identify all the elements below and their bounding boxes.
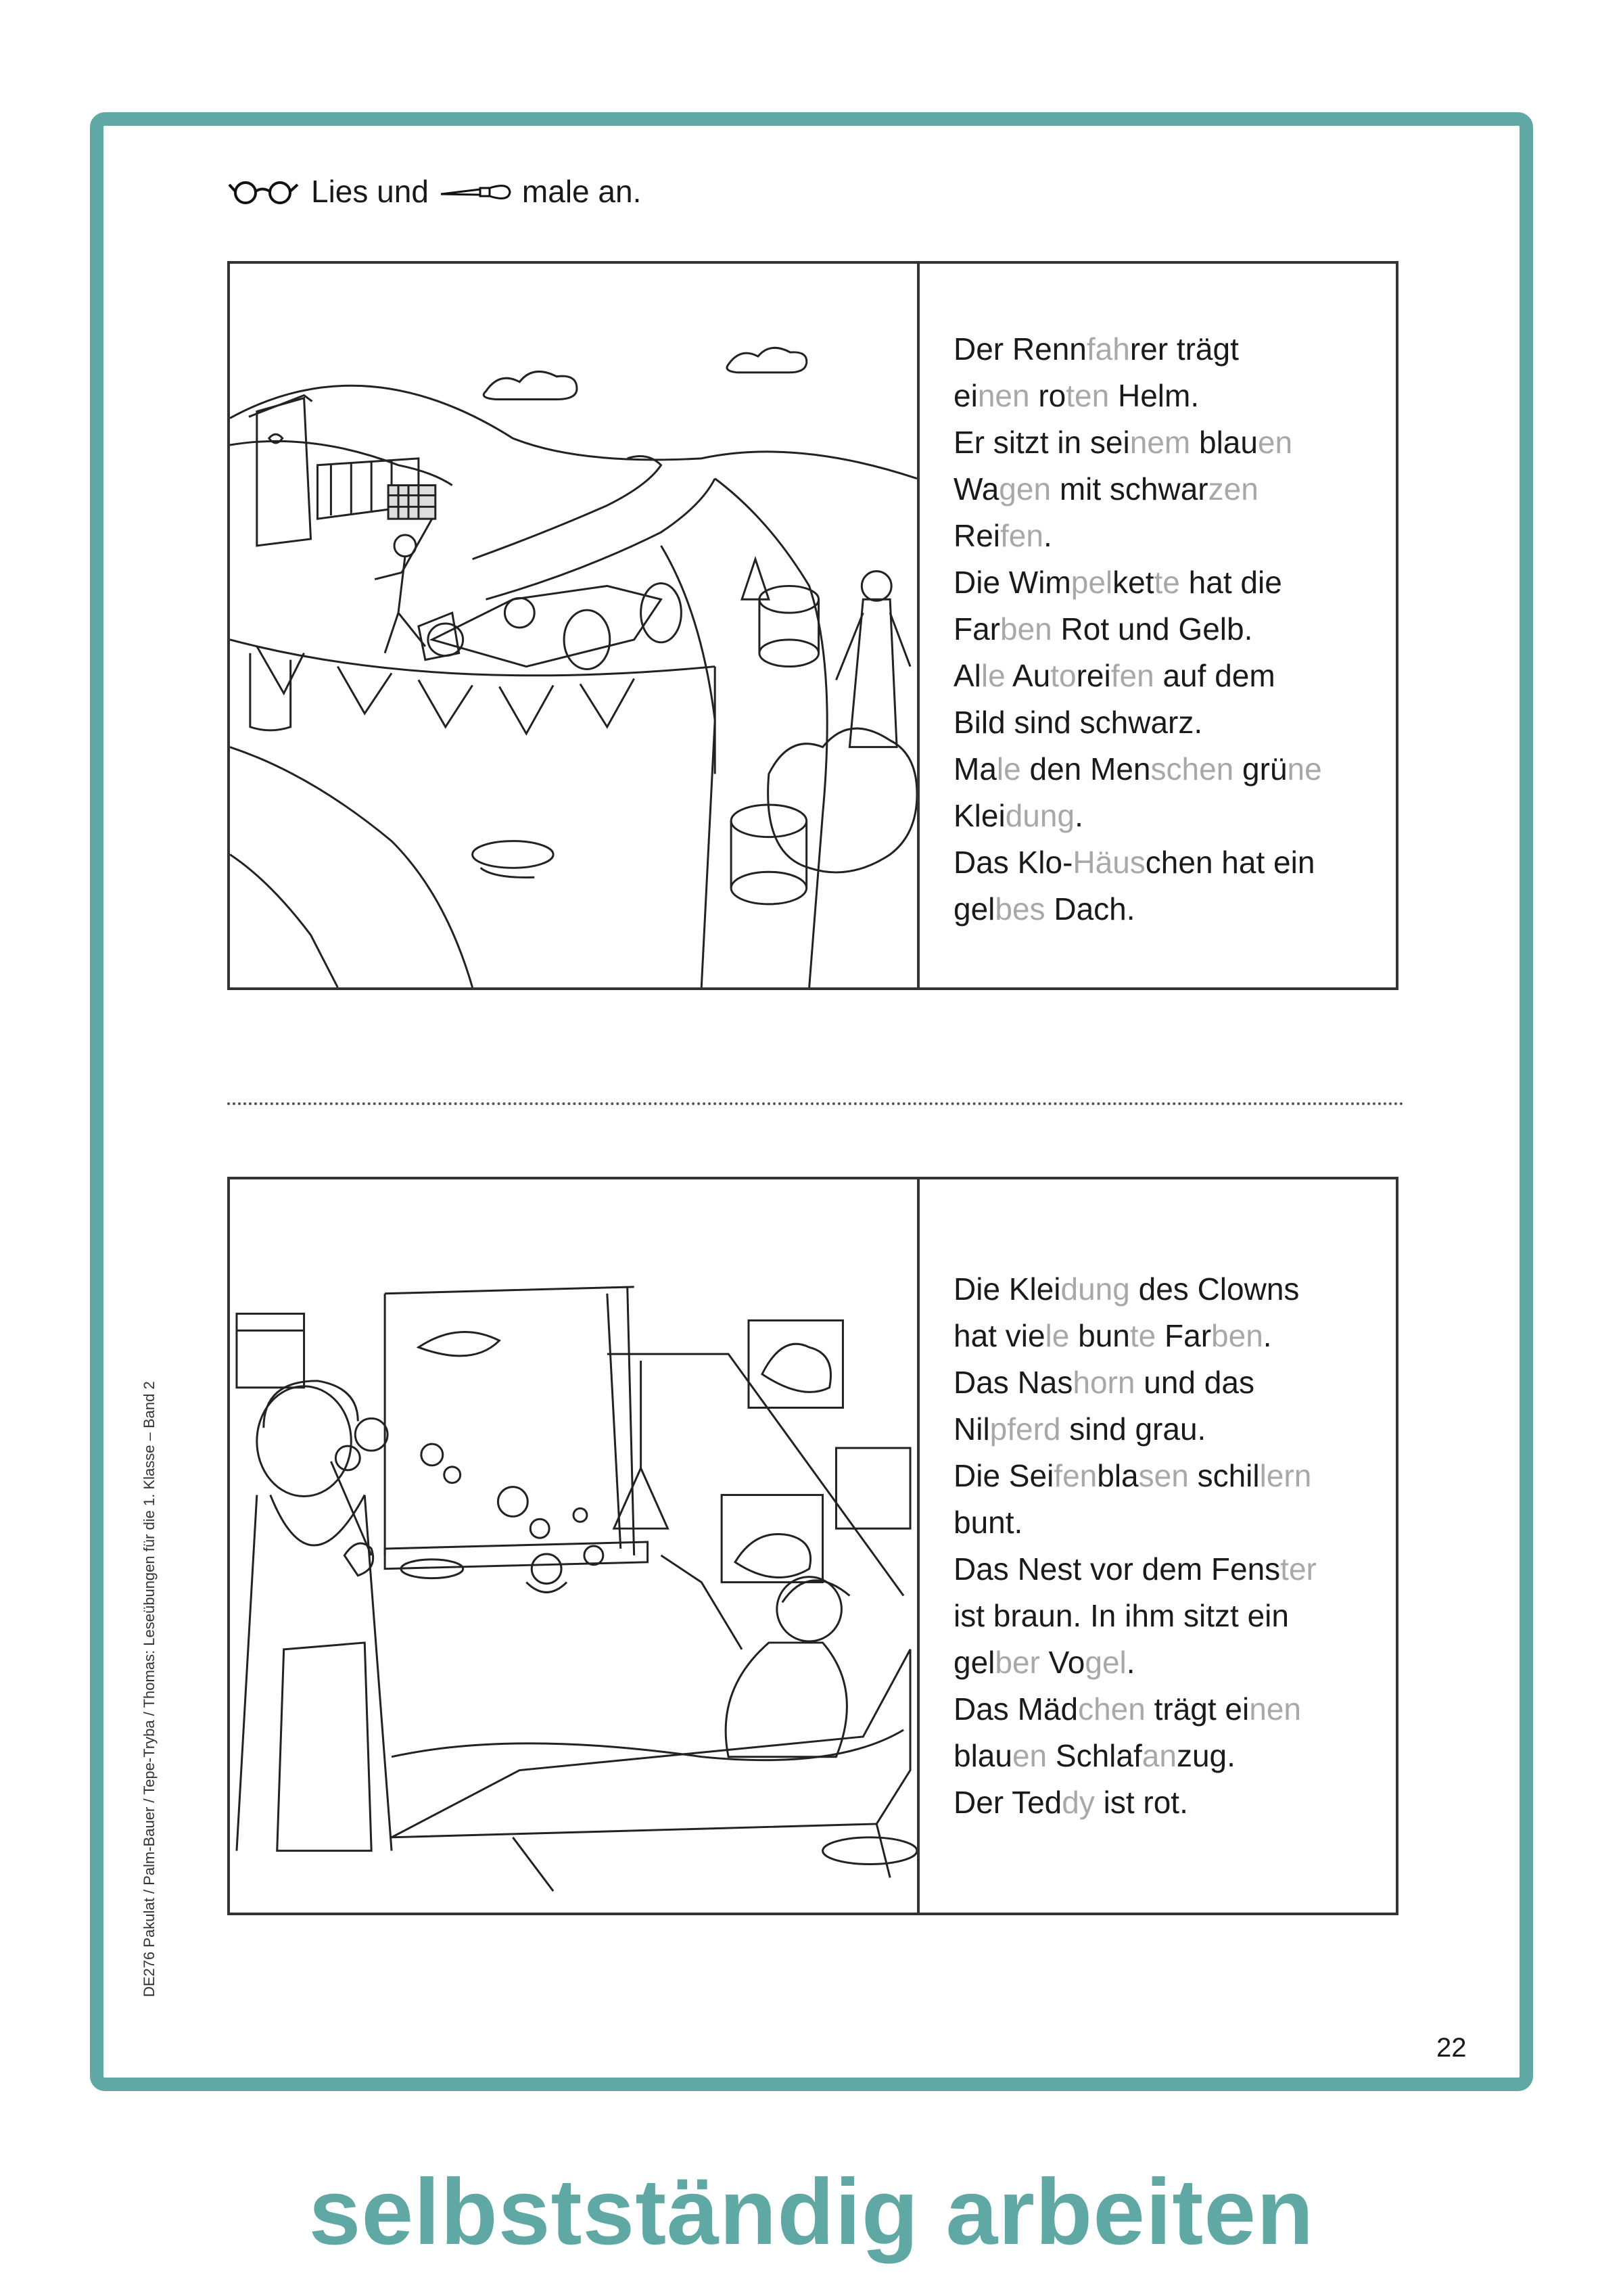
- glasses-icon: [227, 178, 302, 205]
- syllable-gray: pferd: [989, 1411, 1061, 1447]
- syllable-black: sind grau.: [1060, 1411, 1206, 1447]
- syllable-black: grü: [1233, 751, 1288, 787]
- syllable-gray: lern: [1259, 1458, 1312, 1493]
- syllable-black: hat die: [1179, 565, 1282, 600]
- text-line: [954, 513, 1322, 559]
- syllable-black: bla: [1097, 1458, 1139, 1493]
- syllable-black: Al: [954, 658, 981, 693]
- racing-scene-illustration: [230, 264, 920, 987]
- syllable-gray: sen: [1138, 1458, 1189, 1493]
- syllable-black: blau: [954, 1738, 1012, 1773]
- syllable-gray: bes: [995, 891, 1045, 927]
- syllable-black: .: [1263, 1318, 1272, 1353]
- bedroom-clown-illustration: [230, 1179, 920, 1913]
- syllable-gray: gen: [999, 471, 1052, 507]
- syllable-gray: fah: [1086, 331, 1130, 367]
- syllable-black: Das Mäd: [954, 1691, 1079, 1727]
- text-line: [954, 746, 1322, 793]
- syllable-gray: ben: [1000, 611, 1052, 647]
- syllable-black: Vo: [1039, 1645, 1085, 1680]
- syllable-gray: dung: [1005, 798, 1075, 833]
- text-line: [954, 1453, 1317, 1499]
- text-line: [954, 1733, 1317, 1779]
- syllable-gray: le: [996, 751, 1021, 787]
- syllable-black: rer trägt: [1129, 331, 1239, 367]
- syllable-black: den Men: [1020, 751, 1151, 787]
- syllable-black: .: [1075, 798, 1083, 833]
- text-line: [954, 699, 1322, 746]
- syllable-black: ei: [954, 378, 978, 413]
- syllable-black: .: [1043, 518, 1052, 553]
- exercise-card-bedroom: [227, 1177, 1398, 1915]
- instruction-line: [227, 168, 641, 215]
- syllable-black: ist braun. In ihm sitzt ein: [954, 1598, 1289, 1633]
- card1-text: [954, 326, 1322, 933]
- text-line: [954, 1499, 1317, 1546]
- syllable-gray: schen: [1150, 751, 1234, 787]
- syllable-gray: pel: [1071, 565, 1113, 600]
- syllable-gray: nen: [1249, 1691, 1301, 1727]
- text-line: [954, 326, 1322, 373]
- syllable-black: Bild sind schwarz.: [954, 705, 1203, 740]
- syllable-black: und das: [1135, 1365, 1254, 1400]
- exercise-card-racing: [227, 261, 1398, 990]
- syllable-black: trägt ei: [1145, 1691, 1250, 1727]
- syllable-gray: Häus: [1073, 845, 1146, 880]
- syllable-black: hat vie: [954, 1318, 1045, 1353]
- syllable-gray: en: [1012, 1738, 1048, 1773]
- syllable-black: Der Ted: [954, 1785, 1062, 1820]
- syllable-gray: dy: [1062, 1785, 1095, 1820]
- syllable-black: Das Klo-: [954, 845, 1073, 880]
- brush-icon: [438, 178, 513, 205]
- syllable-black: Far: [1156, 1318, 1212, 1353]
- copyright-sidebar: DE276 Pakulat / Palm-Bauer / Tepe-Tryba / Thomas: Leseübungen für die 1. Klasse – Band 2: [141, 1381, 158, 1997]
- syllable-black: rei: [1076, 658, 1111, 693]
- syllable-gray: en: [1257, 425, 1293, 460]
- syllable-gray: zen: [1208, 471, 1259, 507]
- syllable-black: des Clowns: [1129, 1271, 1300, 1307]
- text-line: [954, 1639, 1317, 1686]
- syllable-black: bunt.: [954, 1505, 1023, 1540]
- syllable-black: Die Sei: [954, 1458, 1054, 1493]
- text-line: [954, 653, 1322, 699]
- syllable-gray: dung: [1060, 1271, 1130, 1307]
- footer-title: selbstständig arbeiten: [308, 2160, 1315, 2264]
- syllable-gray: te: [1129, 1318, 1156, 1353]
- text-line: [954, 1779, 1317, 1826]
- text-line: [954, 1546, 1317, 1593]
- syllable-black: Rot und Gelb.: [1052, 611, 1253, 647]
- card2-text: [954, 1266, 1317, 1826]
- syllable-black: .: [1126, 1645, 1135, 1680]
- page-number: 22: [1436, 2033, 1467, 2063]
- syllable-gray: gel: [1085, 1645, 1127, 1680]
- syllable-black: mit schwar: [1051, 471, 1208, 507]
- syllable-gray: le: [981, 658, 1006, 693]
- syllable-black: Das Nest vor dem Fens: [954, 1551, 1281, 1587]
- syllable-gray: to: [1050, 658, 1077, 693]
- syllable-gray: chen: [1078, 1691, 1146, 1727]
- syllable-gray: nem: [1129, 425, 1191, 460]
- syllable-black: auf dem: [1154, 658, 1275, 693]
- instruction-text-paint: male an.: [521, 174, 642, 209]
- text-line: [954, 419, 1322, 466]
- syllable-black: zug.: [1176, 1738, 1236, 1773]
- syllable-black: gel: [954, 1645, 995, 1680]
- syllable-gray: ben: [1211, 1318, 1263, 1353]
- text-line: [954, 1686, 1317, 1733]
- text-line: [954, 1266, 1317, 1313]
- syllable-gray: fen: [1054, 1458, 1098, 1493]
- syllable-black: Far: [954, 611, 1000, 647]
- text-line: [954, 1359, 1317, 1406]
- syllable-black: Klei: [954, 798, 1006, 833]
- syllable-black: Ma: [954, 751, 997, 787]
- syllable-black: ket: [1112, 565, 1154, 600]
- text-line: [954, 1593, 1317, 1639]
- text-line: [954, 466, 1322, 513]
- syllable-black: chen hat ein: [1145, 845, 1315, 880]
- syllable-gray: ber: [995, 1645, 1040, 1680]
- syllable-black: Wa: [954, 471, 999, 507]
- syllable-gray: ten: [1066, 378, 1110, 413]
- syllable-black: schil: [1188, 1458, 1260, 1493]
- syllable-black: Er sitzt in sei: [954, 425, 1130, 460]
- syllable-black: Die Klei: [954, 1271, 1061, 1307]
- syllable-gray: fen: [1000, 518, 1043, 553]
- syllable-gray: fen: [1110, 658, 1154, 693]
- syllable-black: Helm.: [1109, 378, 1200, 413]
- text-line: [954, 1406, 1317, 1453]
- syllable-black: ist rot.: [1094, 1785, 1188, 1820]
- syllable-gray: ne: [1287, 751, 1322, 787]
- syllable-black: Das Nas: [954, 1365, 1073, 1400]
- syllable-black: gel: [954, 891, 995, 927]
- text-line: [954, 606, 1322, 653]
- syllable-black: Schlaf: [1047, 1738, 1142, 1773]
- instruction-text-read: Lies und: [311, 174, 429, 209]
- syllable-gray: nen: [977, 378, 1030, 413]
- syllable-gray: te: [1154, 565, 1180, 600]
- syllable-gray: ter: [1280, 1551, 1317, 1587]
- text-line: [954, 793, 1322, 839]
- text-line: [954, 886, 1322, 933]
- syllable-black: ro: [1029, 378, 1066, 413]
- syllable-black: Dach.: [1045, 891, 1135, 927]
- syllable-black: Nil: [954, 1411, 990, 1447]
- text-line: [954, 839, 1322, 886]
- syllable-black: blau: [1190, 425, 1258, 460]
- syllable-black: Der Renn: [954, 331, 1087, 367]
- text-line: [954, 373, 1322, 419]
- text-line: [954, 1313, 1317, 1359]
- syllable-black: bun: [1069, 1318, 1130, 1353]
- syllable-black: Die Wim: [954, 565, 1071, 600]
- syllable-gray: an: [1142, 1738, 1177, 1773]
- dotted-separator: [227, 1102, 1404, 1105]
- text-line: [954, 559, 1322, 606]
- syllable-black: Au: [1005, 658, 1051, 693]
- syllable-gray: horn: [1073, 1365, 1135, 1400]
- syllable-gray: le: [1045, 1318, 1070, 1353]
- syllable-black: Rei: [954, 518, 1001, 553]
